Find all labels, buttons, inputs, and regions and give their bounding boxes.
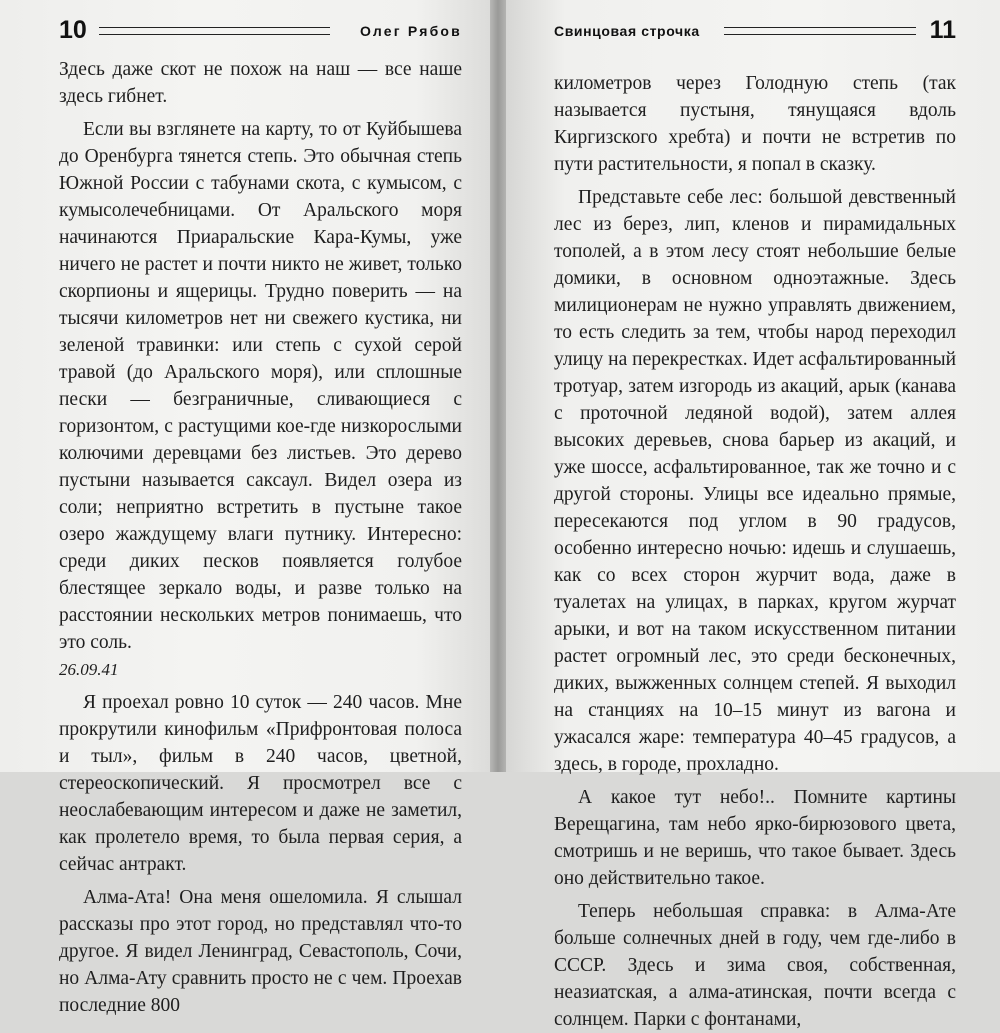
left-header-rule	[99, 27, 330, 35]
right-running-title: Свинцовая строчка	[554, 23, 700, 39]
left-page-number: 10	[59, 16, 87, 44]
right-page-header	[554, 16, 956, 46]
left-page-text	[59, 56, 462, 1019]
paragraph: Алма-Ата! Она меня ошеломила. Я слышал рассказы про этот город, но представлял что-то другое. Я видел Ленинград, Севастополь, Сочи, но Алма-Ату сравнить просто не с чем. Проехав последние 800	[59, 887, 462, 1016]
diary-date: 26.09.41	[59, 660, 119, 679]
left-running-title: Олег Рябов	[359, 23, 462, 39]
paragraph: Если вы взглянете на карту, то от Куйбышева до Оренбурга тянется степь. Это обычная степь Южной России с табунами скота, с кумысом, с кумысолечебницами. От Аральского моря начинаются Приаральские Кара-Кумы, уже ничего не растет и почти никто не живет, только скорпионы и ящерицы. Трудно поверить — на тысячи километров нет ни свежего кустика, ни зеленой травинки: или степь с сухой серой травой (до Аральского моря), или сплошные пески — безграничные, сливающиеся с горизонтом, с растущими кое-где низкорослыми колючими деревцами без листьев. Это дерево пустыни называется саксаул. Видел озера из соли; неприятно встретить в пустыне такое озеро жаждущему влаги путнику. Интересно: среди диких песков появляется голубое блестящее зеркало воды, и разве только на расстоянии нескольких метров понимаешь, что это соль.	[59, 119, 462, 653]
right-page-text	[554, 70, 956, 1033]
paragraph: Теперь небольшая справка: в Алма-Ате больше солнечных дней в году, чем где-либо в СССР. Здесь и зима своя, собственная, неазиатская, а алма-атинская, почти всегда с солнцем. Парки с фонтанами,	[554, 901, 956, 1030]
paragraph: километров через Голодную степь (так называется пустыня, тянущаяся вдоль Киргизского хребта) и почти не встретив по пути растительности, я попал в сказку.	[554, 73, 956, 175]
paragraph: А какое тут небо!.. Помните картины Верещагина, там небо ярко-бирюзового цвета, смотришь и не веришь, что такое бывает. Здесь оно действительно такое.	[554, 787, 956, 889]
paragraph: Представьте себе лес: большой девственный лес из берез, лип, кленов и пирамидальных тополей, а в этом лесу стоят небольшие белые домики, в основном одноэтажные. Здесь милиционерам не нужно управлять движением, то есть следить за тем, чтобы народ переходил улицу на перекрестках. Идет асфальтированный тротуар, затем изгородь из акаций, арык (канава с проточной ледяной водой), затем аллея высоких деревьев, снова барьер из акаций, и уже шоссе, асфальтированное, так же точно и с другой стороны. Улицы все идеально прямые, пересекаются под углом в 90 градусов, особенно интересно ночью: идешь и слушаешь, как со всех сторон журчит вода, даже в туалетах на улицах, в парках, кругом журчат арыки, и вот на таком искусственном питании растет огромный лес, это среди бесконечных, диких, выжженных солнцем степей. Я выходил на станциях на 10–15 минут из вагона и ужасался жаре: температура 40–45 градусов, а здесь, в городе, прохладно.	[554, 187, 956, 775]
book-gutter	[490, 0, 506, 772]
right-header-rule	[724, 27, 916, 35]
paragraph: Здесь даже скот не похож на наш — все наше здесь гибнет.	[59, 59, 462, 107]
right-page-number: 11	[929, 16, 956, 44]
paragraph: Я проехал ровно 10 суток — 240 часов. Мне прокрутили кинофильм «Прифронтовая полоса и тыл», фильм в 240 часов, цветной, стереоскопический. Я просмотрел все с неослабевающим интересом и даже не заметил, как пролетело время, то была первая серия, а сейчас антракт.	[59, 692, 462, 875]
left-page-header	[59, 16, 462, 46]
